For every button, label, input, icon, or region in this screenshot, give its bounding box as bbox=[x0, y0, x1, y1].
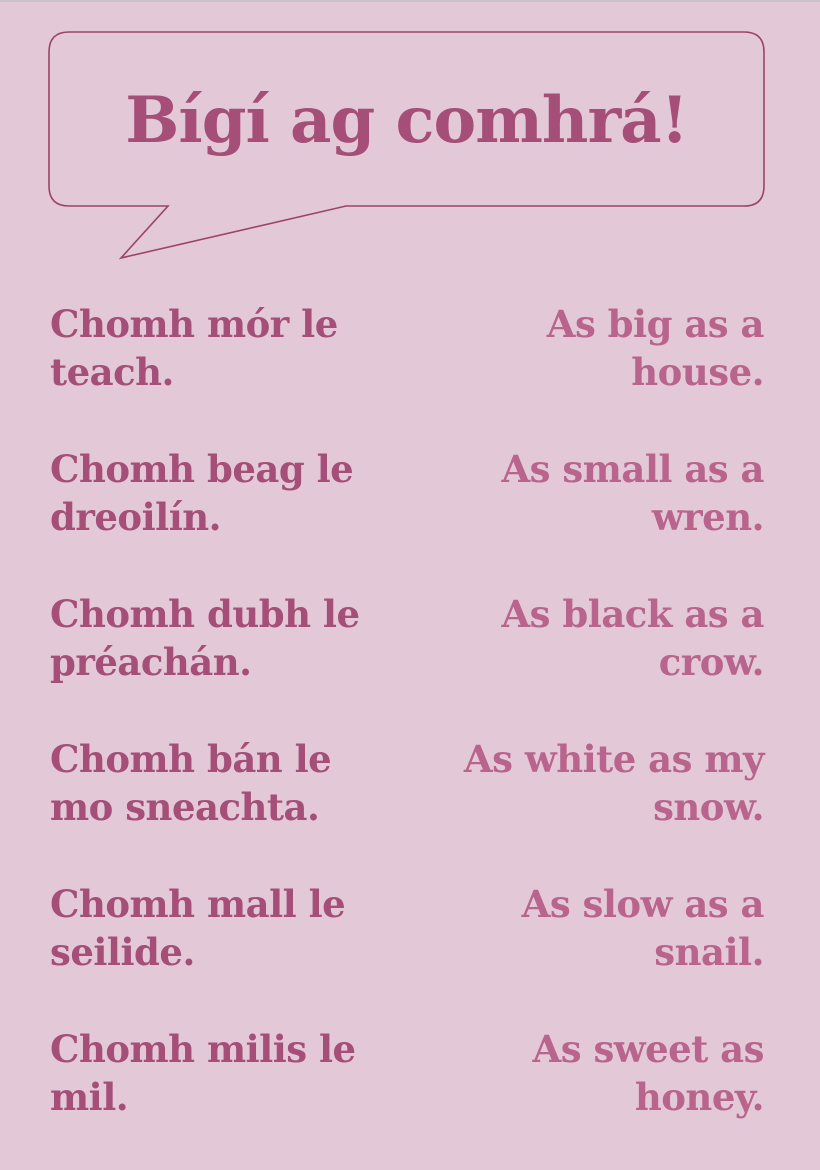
phrase-row bbox=[50, 880, 764, 1025]
english-translation: As small as a wren. bbox=[501, 447, 764, 539]
english-translation: As slow as a snail. bbox=[521, 882, 764, 974]
phrase-list bbox=[50, 300, 764, 1170]
phrase-row bbox=[50, 735, 764, 880]
page-title: Bígí ag comhrá! bbox=[125, 82, 688, 158]
irish-phrase: Chomh mór le teach. bbox=[50, 302, 338, 394]
english-translation: As sweet as honey. bbox=[532, 1027, 764, 1119]
irish-phrase: Chomh mall le seilide. bbox=[50, 882, 346, 974]
phrase-row bbox=[50, 445, 764, 590]
phrase-row bbox=[50, 300, 764, 445]
english-translation: As big as a house. bbox=[546, 302, 764, 394]
phrase-row bbox=[50, 1025, 764, 1170]
irish-phrase: Chomh milis le mil. bbox=[50, 1027, 356, 1119]
phrase-row bbox=[50, 590, 764, 735]
irish-phrase: Chomh bán le mo sneachta. bbox=[50, 737, 332, 829]
english-translation: As black as a crow. bbox=[501, 592, 764, 684]
irish-phrase: Chomh beag le dreoilín. bbox=[50, 447, 354, 539]
english-translation: As white as my snow. bbox=[463, 737, 764, 829]
irish-phrase: Chomh dubh le préachán. bbox=[50, 592, 360, 684]
